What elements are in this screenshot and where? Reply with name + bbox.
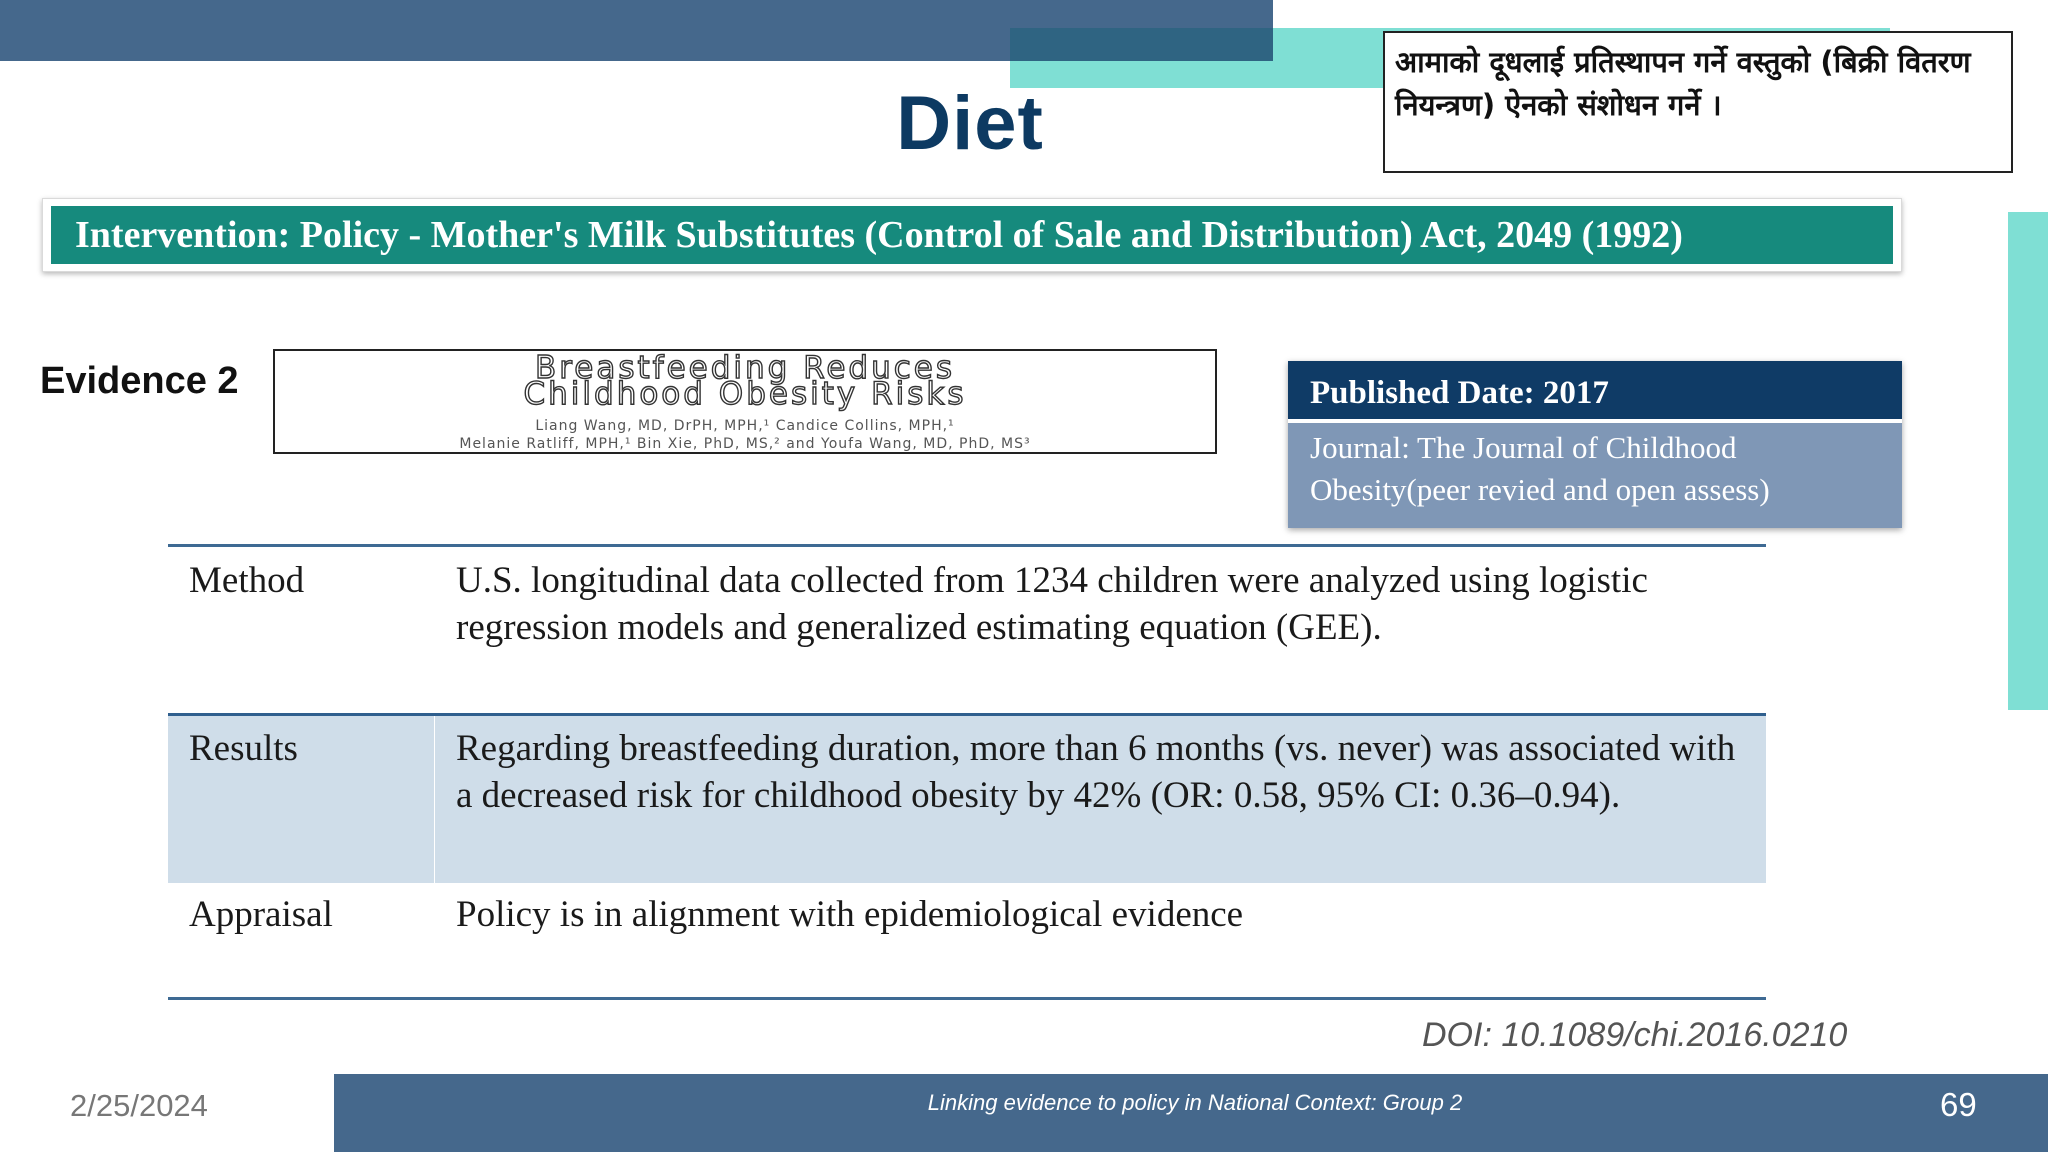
footer-date: 2/25/2024 <box>70 1088 208 1123</box>
nepali-note-image: आमाको दूधलाई प्रतिस्थापन गर्ने वस्तुको (बिक्री वितरण नियन्त्रण) ऐनको संशोधन गर्ने । <box>1383 31 2013 173</box>
appraisal-text: Policy is in alignment with epidemiological evidence <box>456 894 1244 935</box>
header-decor-overlap <box>1010 28 1273 61</box>
evidence-label: Evidence 2 <box>40 360 239 402</box>
paper-header-image <box>273 349 1217 454</box>
paper-title-line: Childhood Obesity Risks <box>523 376 967 412</box>
method-label: Method <box>189 560 305 601</box>
paper-title-line: Breastfeeding Reduces <box>534 350 956 386</box>
appraisal-label: Appraisal <box>189 894 333 935</box>
slide-number: 69 <box>1940 1086 1977 1123</box>
journal-info: Journal: The Journal of Childhood Obesity(peer revied and open assess) <box>1288 423 1902 528</box>
published-date: Published Date: 2017 <box>1288 361 1902 419</box>
evidence-table <box>168 544 1766 1000</box>
table-row-results <box>168 713 1766 883</box>
results-label: Results <box>189 728 298 769</box>
table-row-appraisal <box>168 883 1766 997</box>
table-row-method <box>168 547 1766 712</box>
doi-text: DOI: 10.1089/chi.2016.0210 <box>1422 1016 1848 1054</box>
side-accent-bar <box>2008 212 2048 710</box>
method-text: U.S. longitudinal data collected from 1234 children were analyzed using logistic regression models and generalized estimating equation (GEE). <box>456 560 1648 648</box>
paper-authors-line: Liang Wang, MD, DrPH, MPH,¹ Candice Collins, MPH,¹ <box>535 418 955 434</box>
paper-authors <box>275 417 1215 453</box>
publication-info-box <box>1288 361 1902 528</box>
intervention-banner <box>42 198 1902 272</box>
column-divider <box>434 716 435 883</box>
slide-title: Diet <box>896 81 1044 166</box>
intervention-text: Intervention: Policy - Mother's Milk Substitutes (Control of Sale and Distribution) Act, 2049 (1992) <box>51 206 1893 264</box>
paper-title <box>275 350 1215 412</box>
paper-authors-line: Melanie Ratliff, MPH,¹ Bin Xie, PhD, MS,² and Youfa Wang, MD, PhD, MS³ <box>459 436 1031 452</box>
footer-text: Linking evidence to policy in National Context: Group 2 <box>927 1090 1463 1115</box>
results-text: Regarding breastfeeding duration, more than 6 months (vs. never) was associated with a decreased risk for childhood obesity by 42% (OR: 0.58, 95% CI: 0.36–0.94). <box>456 728 1736 816</box>
